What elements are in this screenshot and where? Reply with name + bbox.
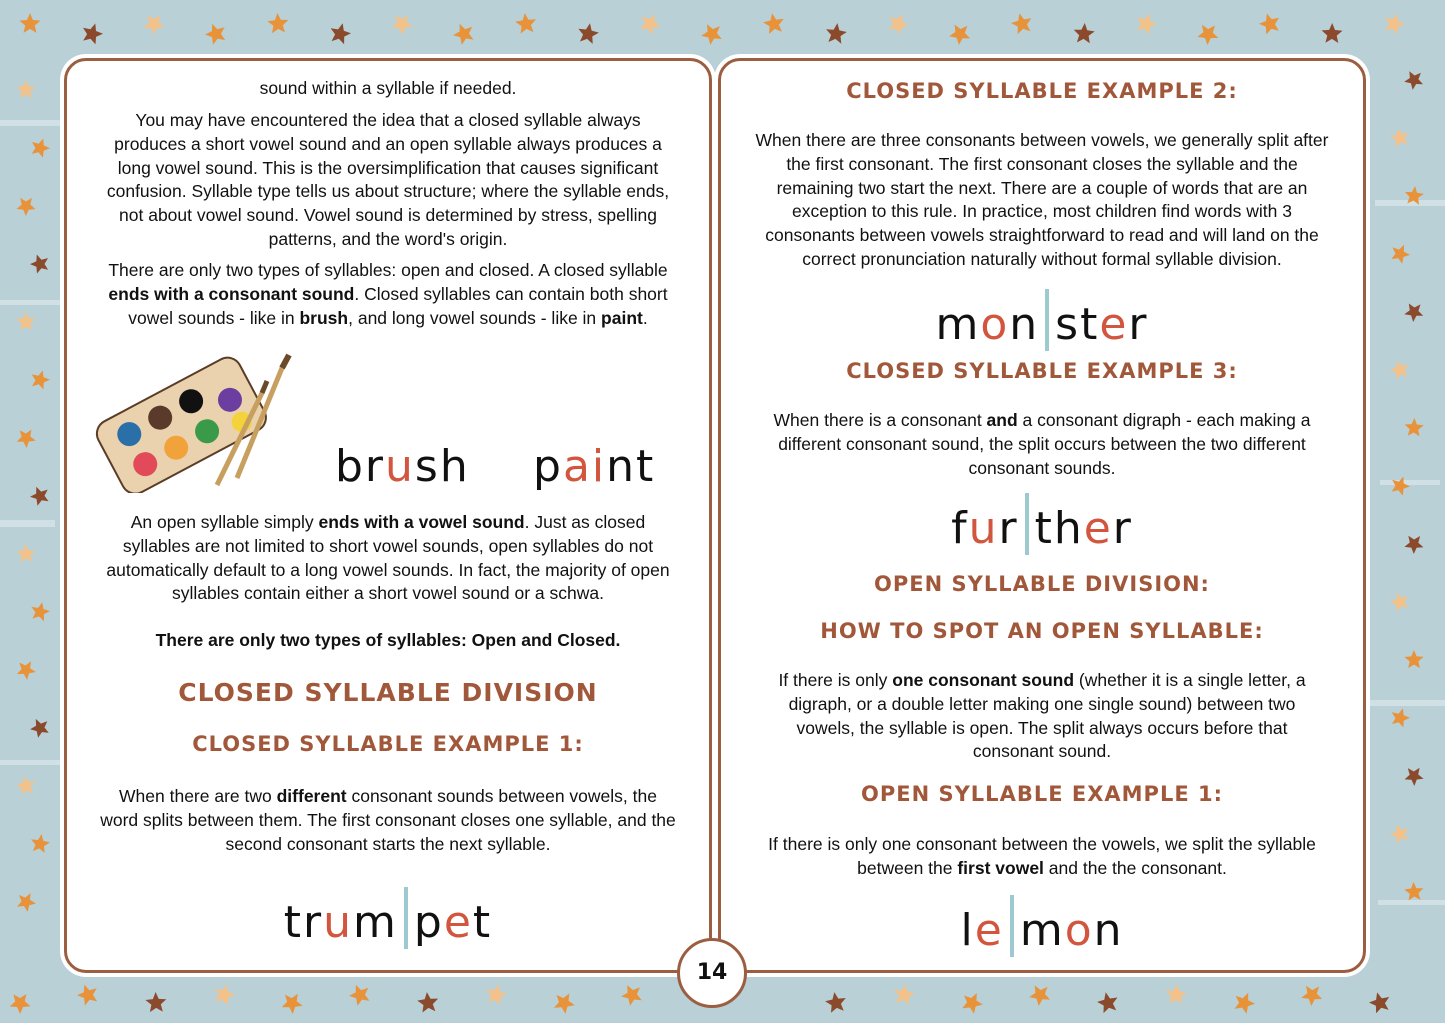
heading-closed-example-3: CLOSED SYLLABLE EXAMPLE 3: [846, 359, 1238, 383]
heading-closed-division: CLOSED SYLLABLE DIVISION [178, 678, 598, 707]
word-paint: paint [533, 441, 656, 492]
syllable-divider [1010, 895, 1014, 957]
paragraph-example-2: When there are three consonants between vowels, we generally split after the first consonant. The first consonant closes the syllable and the remaining two start the next. There are a couple of words that are an exception to this rule. In practice, most children find words with 3 consonants between vowels straightforward to read and will land on the correct pronunciation naturally without formal syllable division. [755, 130, 1329, 269]
word-brush: brush [335, 441, 470, 492]
paragraph-example-1: When there are two different consonant sounds between vowels, the word splits between them. The first consonant closes one syllable, and the second consonant starts the next syllable. [100, 786, 676, 854]
word-trumpet: trum pet [67, 887, 709, 949]
paragraph-oversimplification: You may have encountered the idea that a closed syllable always produces a short vowel sound and an open syllable always produces a long vowel sound. This is the oversimplification that causes significant confusion. Syllable type tells us about structure; where the syllable ends, not about vowel sound. Vowel sound is determined by stress, spelling patterns, and the word's origin. [106, 110, 670, 249]
heading-closed-example-2: CLOSED SYLLABLE EXAMPLE 2: [846, 79, 1238, 103]
paragraph-intro: sound within a syllable if needed. [259, 78, 517, 98]
summary-statement: There are only two types of syllables: Open and Closed. [155, 630, 621, 650]
heading-spot-open: HOW TO SPOT AN OPEN SYLLABLE: [820, 619, 1264, 643]
paragraph-two-types: There are only two types of syllables: open and closed. A closed syllable ends with a consonant sound. Closed syllables can contain both short vowel sounds - like in brush, and long vowel sounds - like in paint. [108, 260, 668, 328]
right-page [718, 58, 1366, 973]
heading-open-example-1: OPEN SYLLABLE EXAMPLE 1: [861, 782, 1223, 806]
left-page [64, 58, 712, 973]
page-number: 14 [677, 938, 747, 1008]
word-lemon: le mon [721, 895, 1363, 957]
heading-closed-example-1: CLOSED SYLLABLE EXAMPLE 1: [192, 732, 584, 756]
paragraph-open-syllable: An open syllable simply ends with a vowel sound. Just as closed syllables are not limited to short vowel sounds, open syllables do not automatically default to a long vowel sounds. In fact, the majority of open syllables contain either a short vowel sound or a schwa. [106, 512, 670, 604]
paragraph-example-3: When there is a consonant and a consonant digraph - each making a different consonant sound, the split occurs between the two different consonant sounds. [773, 410, 1311, 478]
word-monster: mon ster [721, 289, 1363, 351]
paragraph-open-rule: If there is only one consonant sound (whether it is a single letter, a digraph, or a double letter making one single sound) between two vowels, the syllable is open. The split always occurs before that consonant sound. [778, 670, 1306, 762]
word-further: fur ther [721, 493, 1363, 555]
watercolor-palette-icon [87, 353, 297, 493]
syllable-divider [1025, 493, 1029, 555]
heading-open-division: OPEN SYLLABLE DIVISION: [874, 572, 1210, 596]
syllable-divider [404, 887, 408, 949]
paragraph-open-example-1: If there is only one consonant between the vowels, we split the syllable between the first vowel and the the consonant. [768, 834, 1316, 878]
syllable-divider [1045, 289, 1049, 351]
